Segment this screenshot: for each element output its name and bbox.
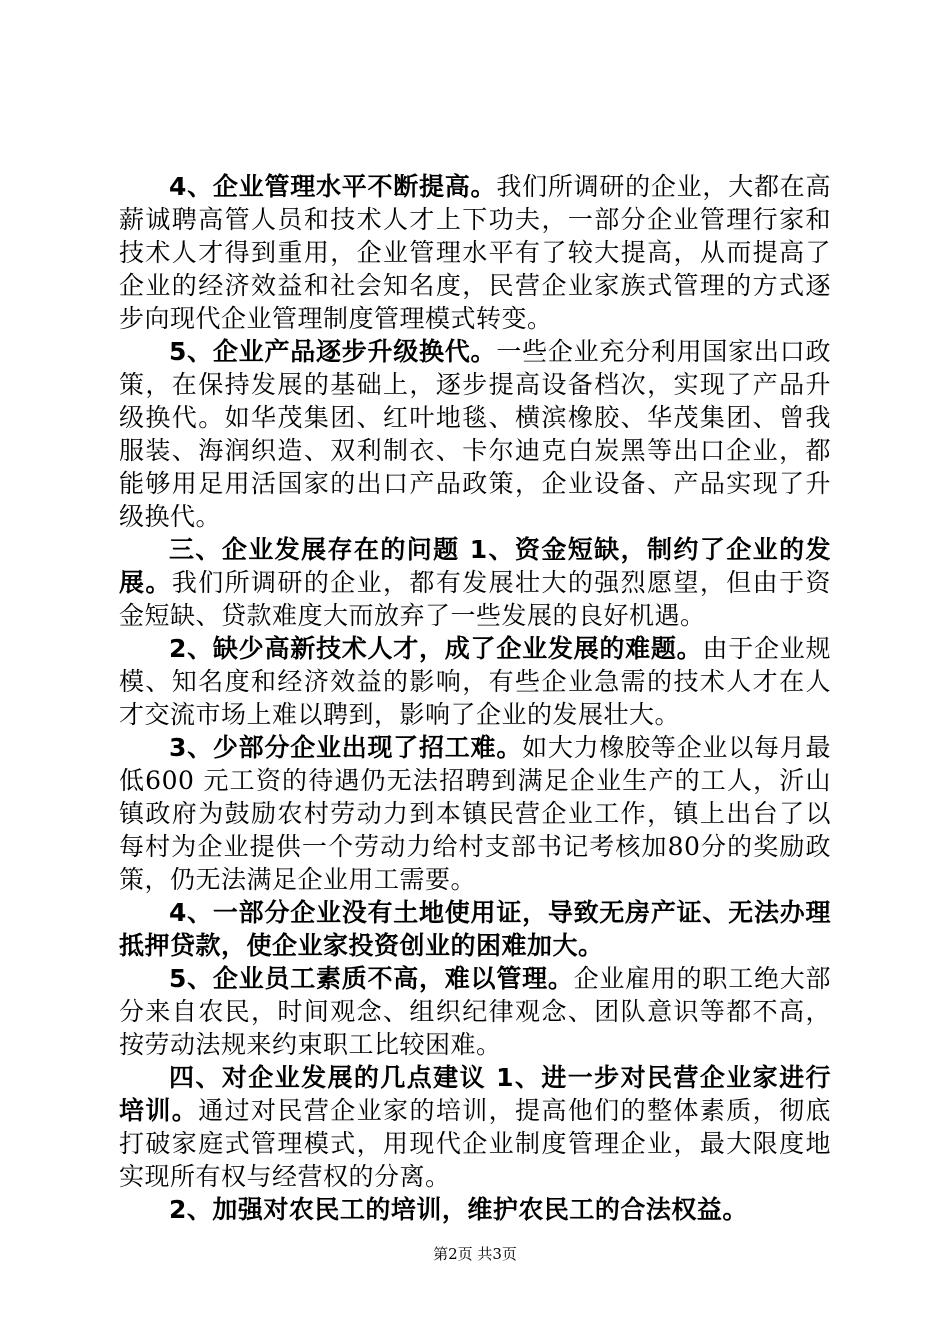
paragraph-text: 一些企业充分利用国家出口政策，在保持发展的基础上，逐步提高设备档次，实现了产品升级换代。如华茂集团、红叶地毯、横滨橡胶、华茂集团、曾我服装、海润织造、双利制衣、卡尔迪克白炭黑等出口企业，都能够用足用活国家的出口产品政策，企业设备、产品实现了升级换代。 — [119, 337, 831, 531]
paragraph-hiring-difficulty — [119, 731, 831, 896]
paragraph-text: 通过对民营企业家的培训，提高他们的整体素质，彻底打破家庭式管理模式，用现代企业制度管理企业，最大限度地实现所有权与经营权的分离。 — [119, 1096, 831, 1191]
paragraph-text: 如大力橡胶等企业以每月最低600 元工资的待遇仍无法招聘到满足企业生产的工人，沂山镇政府为鼓励农村劳动力到本镇民营企业工作，镇上出台了以每村为企业提供一个劳动力给村支部书记考核加80分的奖励政策，仍无法满足企业用工需要。 — [119, 733, 831, 894]
paragraph-text: 我们所调研的企业，大都在高薪诚聘高管人员和技术人才上下功夫，一部分企业管理行家和技术人才得到重用，企业管理水平有了较大提高，从而提高了企业的经济效益和社会知名度，民营企业家族式管理的方式逐步向现代企业管理制度管理模式转变。 — [119, 172, 831, 333]
paragraph-text: 由于企业规模、知名度和经济效益的影响，有些企业急需的技术人才在人才交流市场上难以聘到，影响了企业的发展壮大。 — [119, 634, 831, 729]
paragraph-heading: 4、一部分企业没有土地使用证，导致无房产证、无法办理抵押贷款，使企业家投资创业的困难加大。 — [119, 898, 831, 960]
paragraph-land-certificate — [119, 896, 831, 962]
paragraph-heading: 5、企业产品逐步升级换代。 — [169, 337, 497, 366]
paragraph-management-level — [119, 170, 831, 335]
paragraph-heading: 三、企业发展存在的问题 1、资金短缺，制约了企业的发展。 — [119, 535, 831, 597]
paragraph-heading: 4、企业管理水平不断提高。 — [169, 172, 497, 201]
paragraph-product-upgrade — [119, 335, 831, 533]
paragraph-migrant-worker-training — [119, 1193, 831, 1226]
paragraph-heading: 2、缺少高新技术人才，成了企业发展的难题。 — [169, 634, 703, 663]
paragraph-heading: 5、企业员工素质不高，难以管理。 — [169, 964, 574, 993]
paragraph-heading: 四、对企业发展的几点建议 1、进一步对民营企业家进行培训。 — [119, 1063, 831, 1125]
document-body — [119, 170, 831, 1226]
paragraph-text: 我们所调研的企业，都有发展壮大的强烈愿望，但由于资金短缺、贷款难度大而放弃了一些发展的良好机遇。 — [119, 568, 831, 630]
paragraph-talent-shortage — [119, 632, 831, 731]
page-number-footer: 第2页 共3页 — [433, 1245, 517, 1263]
paragraph-entrepreneur-training — [119, 1061, 831, 1193]
paragraph-heading: 3、少部分企业出现了招工难。 — [169, 733, 523, 762]
paragraph-staff-quality — [119, 962, 831, 1061]
paragraph-text: 企业雇用的职工绝大部分来自农民，时间观念、组织纪律观念、团队意识等都不高，按劳动法规来约束职工比较困难。 — [119, 964, 831, 1059]
paragraph-funding-shortage — [119, 533, 831, 632]
paragraph-heading: 2、加强对农民工的培训，维护农民工的合法权益。 — [169, 1195, 748, 1224]
